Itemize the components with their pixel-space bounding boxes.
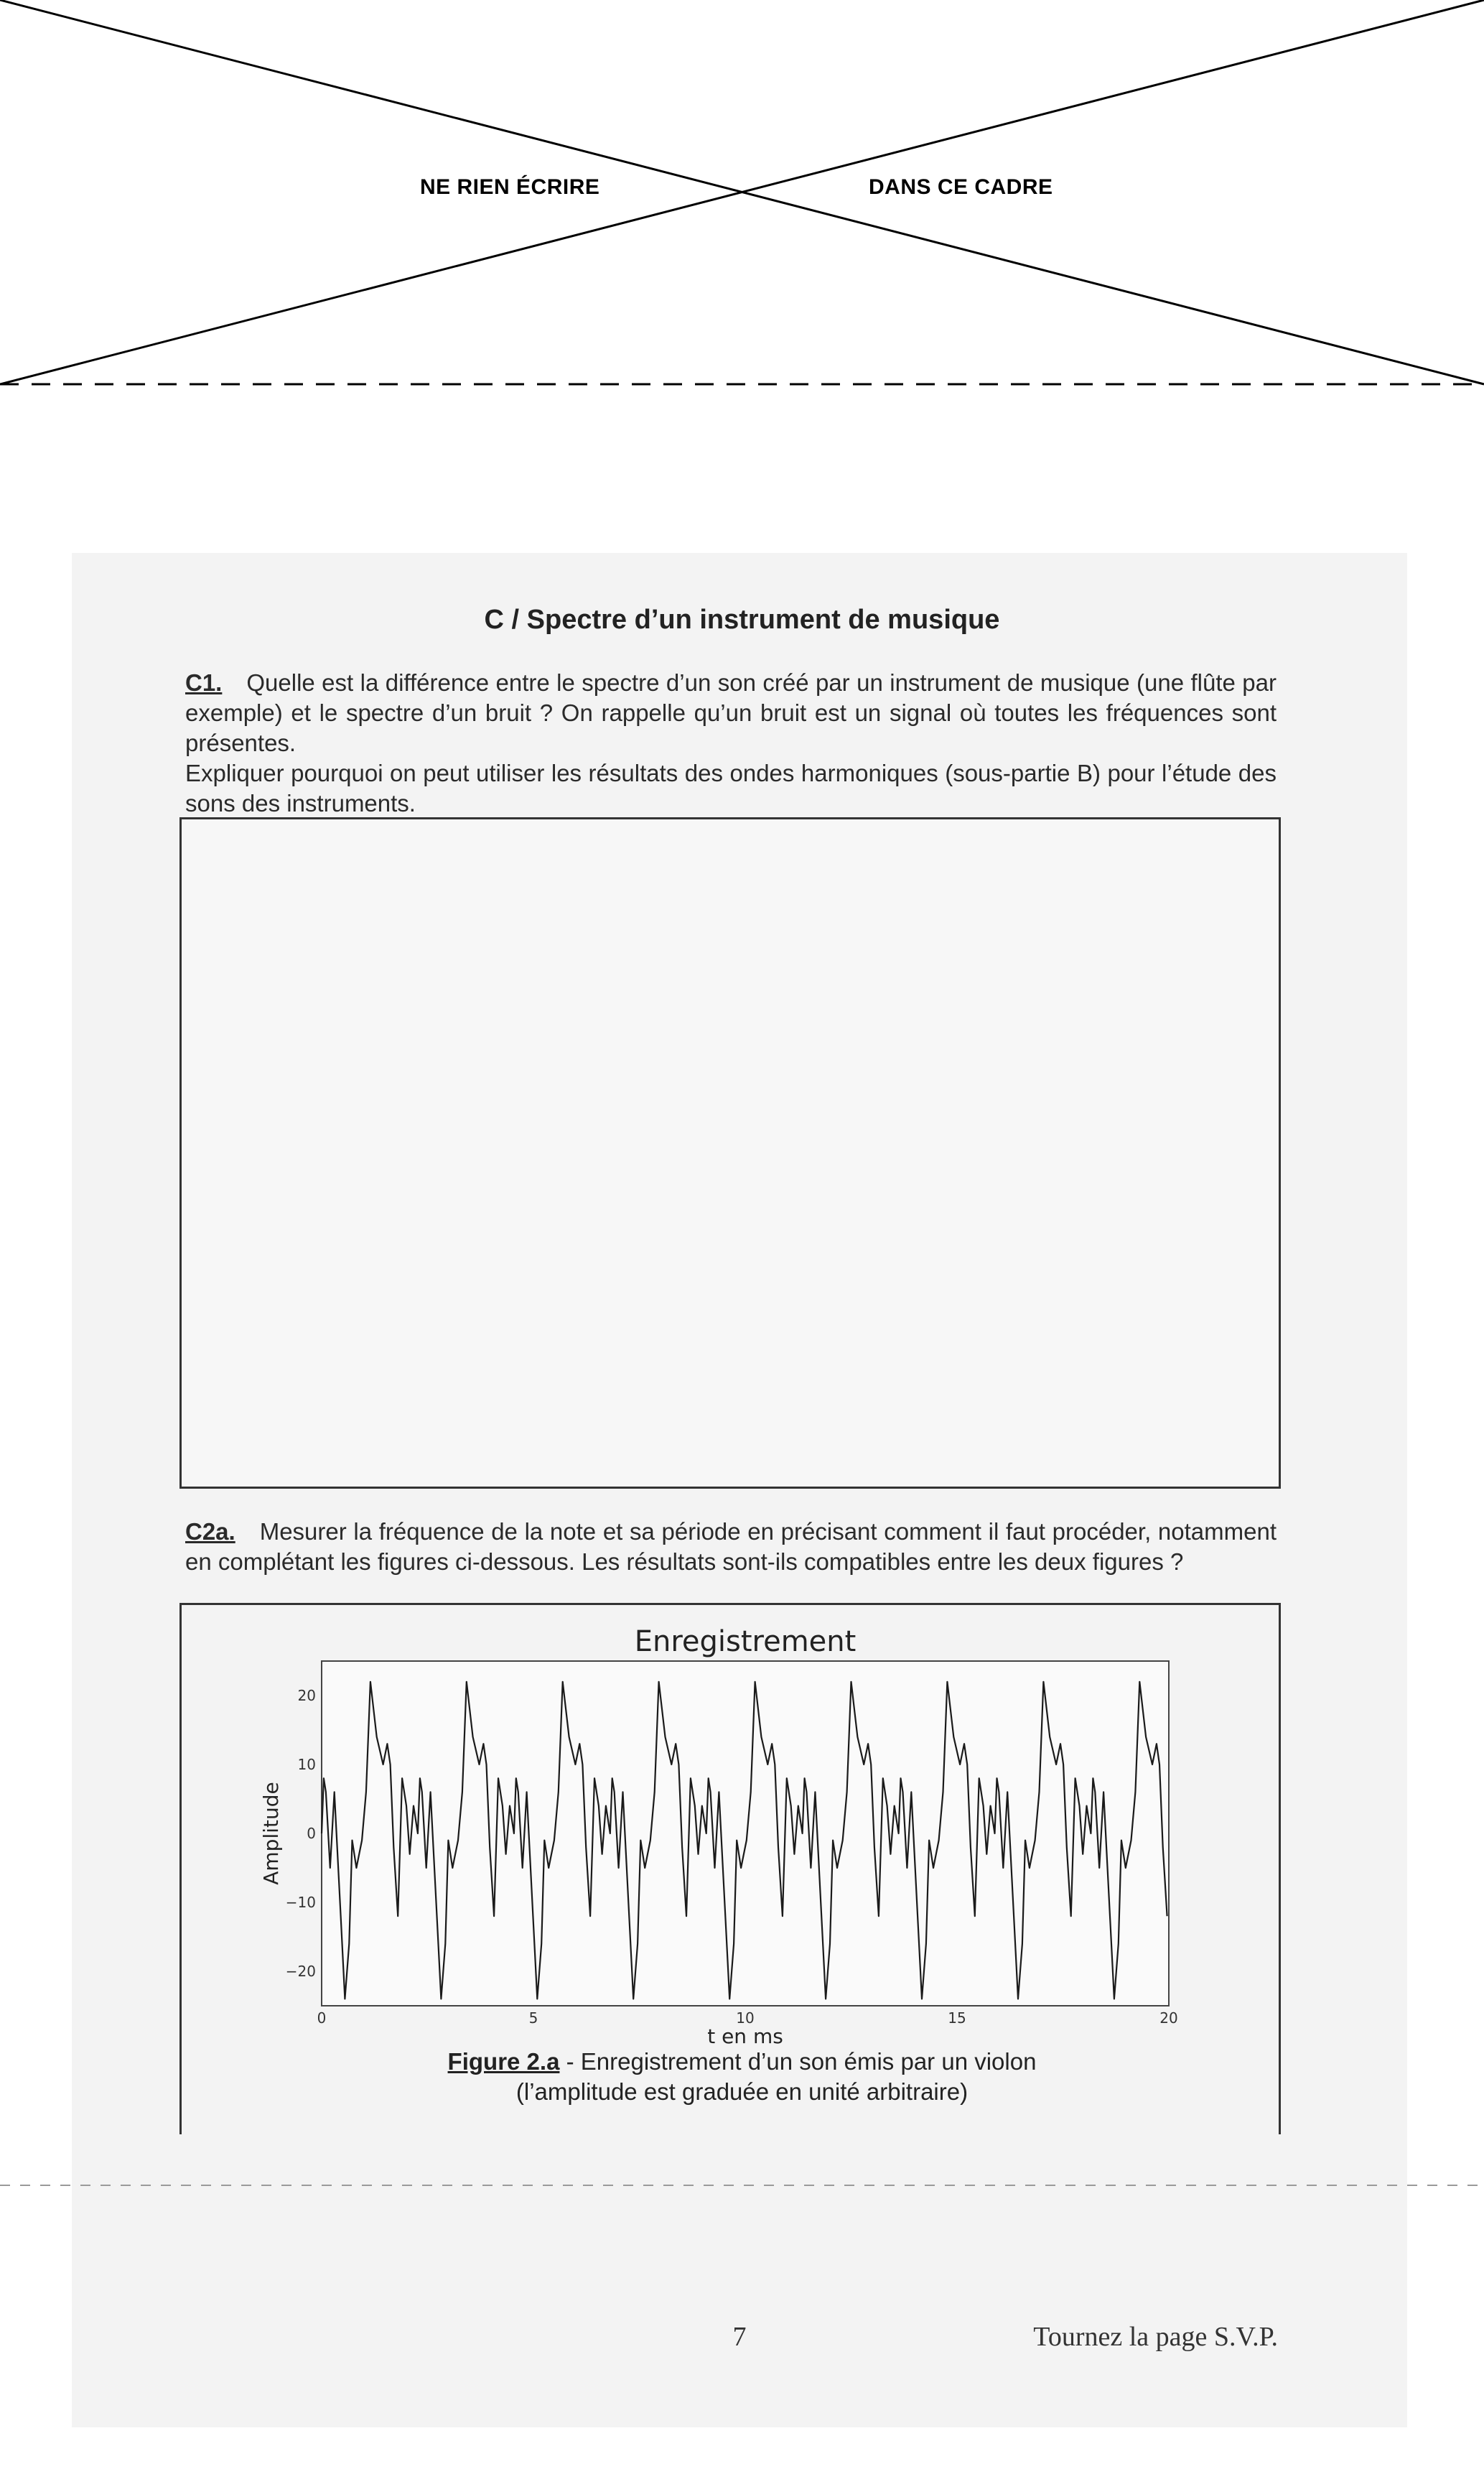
y-tick-label: 10	[297, 1756, 316, 1773]
recording-chart	[179, 1605, 1281, 2048]
turn-page-text: Tournez la page S.V.P.	[1033, 2322, 1278, 2352]
figure-caption-text: - Enregistrement d’un son émis par un violon	[559, 2048, 1037, 2075]
question-c1-text2: Expliquer pourquoi on peut utiliser les résultats des ondes harmoniques (sous-partie B) pour l’étude des sons des instruments.	[185, 760, 1277, 817]
header-right-text: DANS CE CADRE	[869, 175, 1053, 199]
x-tick-label: 0	[317, 2009, 327, 2027]
figure-caption-text2: (l’amplitude est graduée en unité arbitraire)	[515, 2078, 969, 2105]
header-cross-frame	[0, 0, 1484, 388]
x-tick-label: 15	[948, 2009, 966, 2027]
y-tick-label: 20	[297, 1687, 316, 1704]
y-tick-label: −10	[285, 1894, 316, 1911]
figure-caption	[0, 2047, 1484, 2107]
chart-title: Enregistrement	[634, 1625, 857, 1658]
x-tick-label: 10	[736, 2009, 755, 2027]
figure-label: Figure 2.a	[447, 2048, 560, 2075]
question-c1-label: C1.	[185, 669, 223, 696]
question-c2a	[185, 1517, 1277, 1577]
section-title: C / Spectre d’un instrument de musique	[484, 605, 1000, 635]
answer-box-c1[interactable]	[179, 817, 1281, 1489]
x-tick-label: 5	[528, 2009, 538, 2027]
question-c2a-text: Mesurer la fréquence de la note et sa période en précisant comment il faut procéder, notamment en complétant les figures ci-dessous. Les résultats sont-ils compatibles entre les deux figures ?	[185, 1518, 1277, 1575]
bottom-dashed-line	[0, 2183, 1484, 2187]
y-axis-label: Amplitude	[259, 1782, 283, 1885]
header-left-text: NE RIEN ÉCRIRE	[420, 175, 600, 199]
x-axis-label: t en ms	[707, 2024, 783, 2048]
question-c2a-label: C2a.	[185, 1518, 235, 1545]
y-tick-label: −20	[285, 1963, 316, 1980]
question-c1	[185, 668, 1277, 819]
question-c1-text: Quelle est la différence entre le spectre d’un son créé par un instrument de musique (une flûte par exemple) et le spectre d’un bruit ? On rappelle qu’un bruit est un signal où toutes les fréquences sont présentes.	[185, 669, 1277, 756]
x-tick-label: 20	[1159, 2009, 1178, 2027]
y-tick-label: 0	[307, 1825, 316, 1842]
page-number: 7	[732, 2322, 747, 2352]
